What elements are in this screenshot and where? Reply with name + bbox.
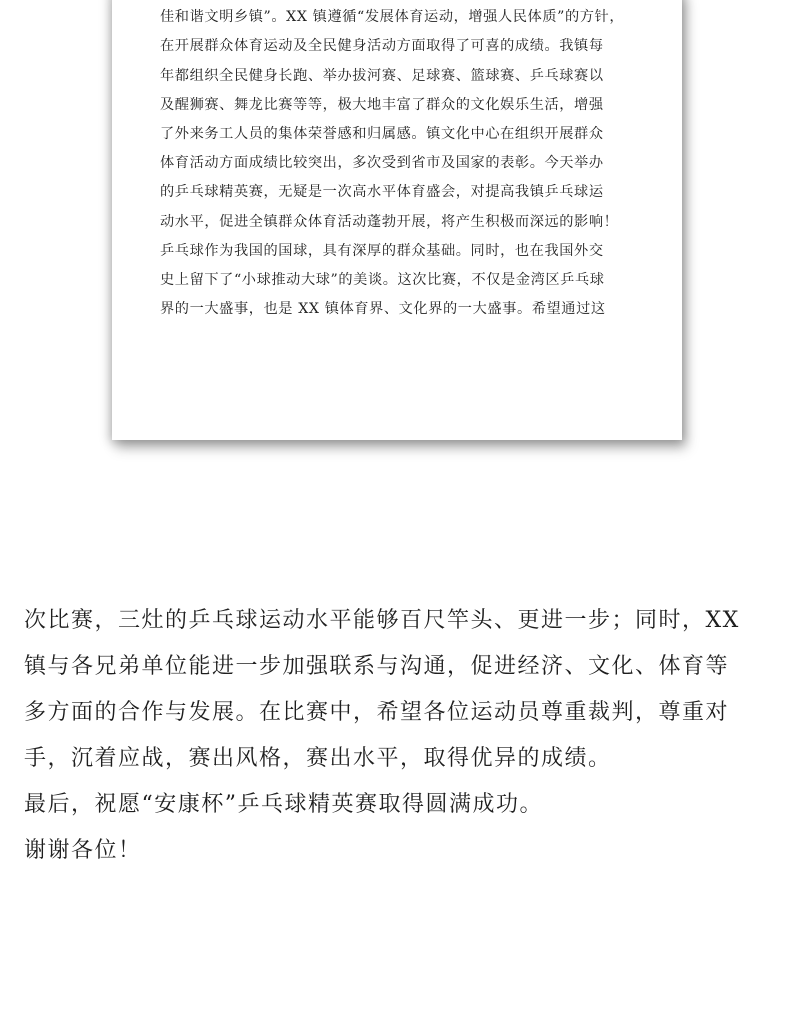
body-line: 多方面的合作与发展。在比赛中，希望各位运动员尊重裁判，尊重对 <box>24 700 730 725</box>
body-line: 谢谢各位！ <box>24 838 142 863</box>
preview-line: 了外来务工人员的集体荣誉感和归属感。镇文化中心在组织开展群众 <box>160 125 604 142</box>
preview-line: 佳和谐文明乡镇”。XX 镇遵循“发展体育运动，增强人民体质”的方针， <box>160 9 625 26</box>
body-line: 手，沉着应战，赛出风格，赛出水平，取得优异的成绩。 <box>24 746 612 771</box>
body-line: 镇与各兄弟单位能进一步加强联系与沟通，促进经济、文化、体育等 <box>24 654 730 679</box>
preview-line: 及醒狮赛、舞龙比赛等等，极大地丰富了群众的文化娱乐生活，增强 <box>160 96 604 113</box>
preview-line: 动水平，促进全镇群众体育活动蓬勃开展，将产生积极而深远的影响！ <box>160 213 619 230</box>
preview-line: 乒乓球作为我国的国球，具有深厚的群众基础。同时，也在我国外交 <box>160 242 604 259</box>
document-page-preview <box>112 0 682 440</box>
preview-line: 在开展群众体育运动及全民健身活动方面取得了可喜的成绩。我镇每 <box>160 38 604 55</box>
preview-line: 的乒乓球精英赛，无疑是一次高水平体育盛会，对提高我镇乒乓球运 <box>160 184 604 201</box>
preview-line: 界的一大盛事，也是 XX 镇体育界、文化界的一大盛事。希望通过这 <box>160 301 606 318</box>
preview-line: 史上留下了“小球推动大球”的美谈。这次比赛，不仅是金湾区乒乓球 <box>160 271 605 288</box>
body-line: 最后，祝愿“安康杯”乒乓球精英赛取得圆满成功。 <box>24 792 543 817</box>
speech-body-text <box>24 598 784 874</box>
preview-line: 体育活动方面成绩比较突出，多次受到省市及国家的表彰。今天举办 <box>160 155 604 172</box>
body-line: 次比赛，三灶的乒乓球运动水平能够百尺竿头、更进一步；同时，XX <box>24 608 740 633</box>
preview-line: 年都组织全民健身长跑、举办拔河赛、足球赛、篮球赛、乒乓球赛以 <box>160 67 604 84</box>
document-preview-text <box>160 0 660 331</box>
